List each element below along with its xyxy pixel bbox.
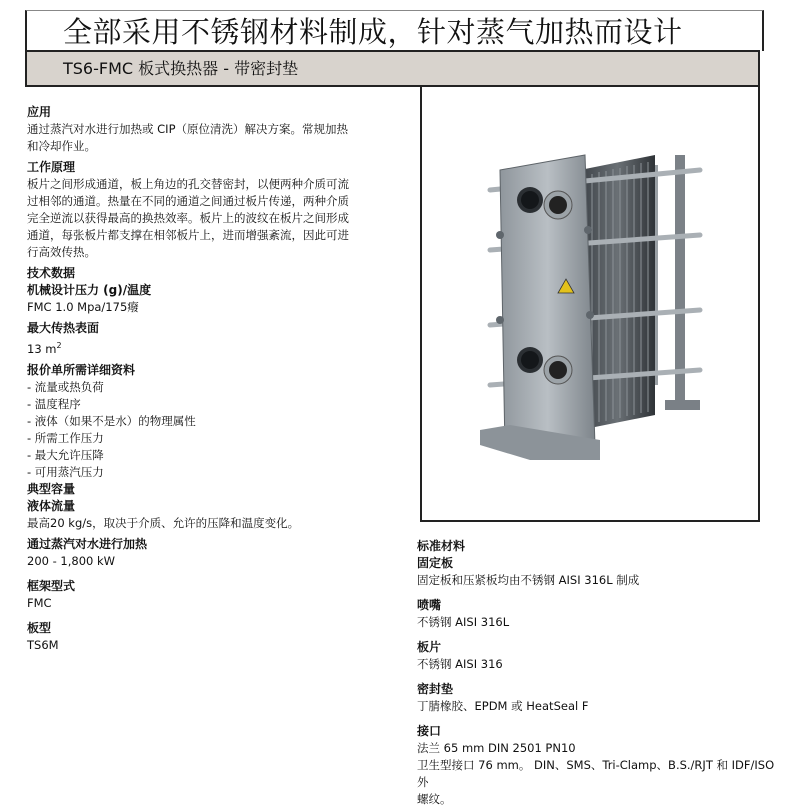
page-title: 全部采用不锈钢材料制成，针对蒸气加热而设计: [63, 15, 683, 49]
plates-heading: 板片: [417, 640, 442, 654]
subtitle-bar: [25, 50, 760, 87]
principle-line: 通道，每张板片都支撑在相邻板片上，进而增强紊流，因此可进: [27, 228, 349, 242]
application-text-1: 通过蒸汽对水进行加热或 CIP（原位清洗）解决方案。常规加热: [27, 122, 349, 136]
heating-heading: 通过蒸汽对水进行加热: [27, 536, 148, 551]
plates-value: 不锈钢 AISI 316: [417, 657, 503, 671]
frame-line-bottom: [420, 520, 760, 522]
principle-heading: 工作原理: [27, 160, 76, 174]
heating-value: 200 - 1,800 kW: [27, 553, 116, 568]
connections-value-1: 法兰 65 mm DIN 2501 PN10: [417, 741, 576, 755]
frame-line-left: [420, 87, 422, 522]
plate-type-value: TS6M: [27, 637, 59, 652]
pressure-heading: 机械设计压力 (g)/温度: [27, 283, 152, 297]
area-heading: 最大传热表面: [27, 321, 100, 335]
gaskets-heading: 密封垫: [417, 682, 454, 696]
nozzles-heading: 喷嘴: [417, 598, 442, 612]
plate-type-heading: 板型: [27, 620, 52, 635]
right-column: [417, 538, 777, 808]
left-column: [27, 104, 367, 654]
principle-line: 过相邻的通道。热量在不同的通道之间通过板片传递，两种介质: [27, 194, 349, 208]
page-subtitle: TS6-FMC 板式换热器 - 带密封垫: [63, 59, 299, 78]
principle-line: 行高效传热。: [27, 245, 96, 259]
title-bar: [25, 10, 764, 51]
frame-line-right: [758, 87, 760, 522]
nozzles-value: 不锈钢 AISI 316L: [417, 615, 510, 629]
materials-heading: 标准材料: [417, 539, 466, 553]
flow-heading: 液体流量: [27, 498, 76, 513]
tech-heading: 技术数据: [27, 266, 76, 280]
connections-value-3: 螺纹。: [417, 792, 452, 806]
rear-foot: [665, 400, 700, 410]
gaskets-value: 丁腈橡胶、EPDM 或 HeatSeal F: [417, 699, 589, 713]
area-value: 13 $m^2$: [27, 341, 62, 356]
list-item: - 最大允许压降: [27, 447, 104, 462]
application-text-2: 和冷却作业。: [27, 139, 96, 153]
list-item: - 流量或热负荷: [27, 379, 104, 394]
quote-list: [27, 379, 367, 481]
frame-value: FMC: [27, 595, 52, 610]
application-heading: 应用: [27, 105, 52, 119]
connections-value-2: 卫生型接口 76 mm。 DIN、SMS、Tri-Clamp、B.S./RJT 和 IDF/ISO 外: [417, 758, 775, 789]
frame-plate-value: 固定板和压紧板均由不锈钢 AISI 316L 制成: [417, 573, 640, 587]
frame-plate-heading: 固定板: [417, 556, 454, 570]
heat-exchanger-illustration: [470, 145, 720, 470]
principle-line: 板片之间形成通道，板上角边的孔交替密封，以便两种介质可流: [27, 177, 349, 191]
quote-heading: 报价单所需详细资料: [27, 362, 136, 377]
capacity-heading: 典型容量: [27, 481, 76, 496]
principle-line: 完全逆流以获得最高的换热效率。板片上的波纹在板片之间形成: [27, 211, 349, 225]
list-item: - 所需工作压力: [27, 430, 104, 445]
list-item: - 温度程序: [27, 396, 81, 411]
rear-post: [675, 155, 685, 405]
list-item: - 液体（如果不是水）的物理属性: [27, 413, 196, 428]
list-item: - 可用蒸汽压力: [27, 464, 104, 479]
pressure-value: FMC 1.0 Mpa/175癈: [27, 300, 139, 314]
connections-heading: 接口: [417, 724, 442, 738]
frame-heading: 框架型式: [27, 578, 76, 593]
flow-value: 最高20 kg/s，取决于介质、允许的压降和温度变化。: [27, 515, 300, 530]
